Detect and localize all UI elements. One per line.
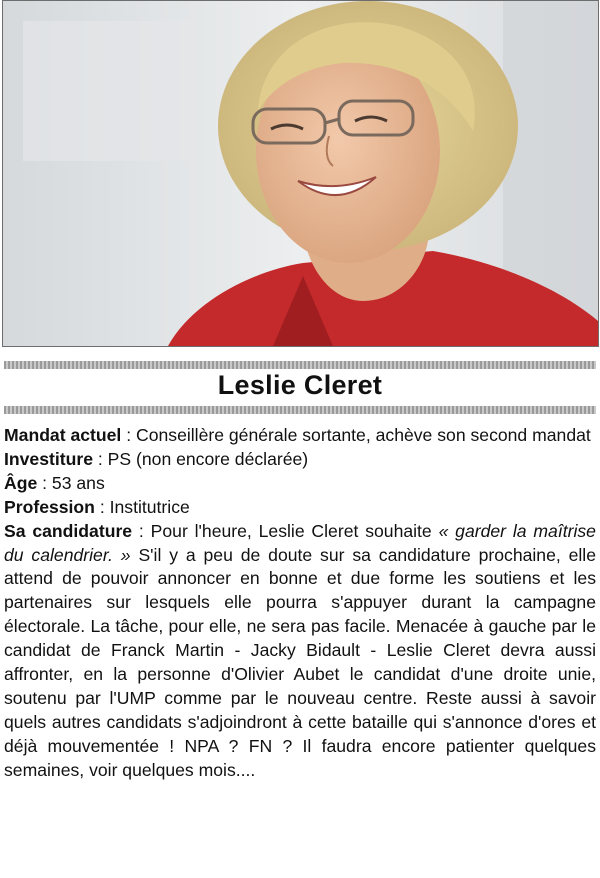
article-body [4,424,596,783]
portrait-illustration [3,1,598,346]
field-age [4,472,596,496]
field-separator: : [94,496,110,517]
candidature-quote: « garder la maîtrise du calendrier. » [4,520,596,565]
divider-band-bottom [4,406,596,414]
field-mandat [4,424,596,448]
divider-band-top [4,361,596,369]
field-value: Institutrice [109,496,190,517]
field-investiture [4,448,596,472]
field-value: PS (non encore déclarée) [107,448,309,469]
field-value: 53 ans [51,472,105,493]
field-separator: : [132,520,151,541]
field-separator: : [121,425,136,445]
field-label: Profession [4,496,95,517]
field-profession [4,496,596,520]
field-label: Mandat actuel [4,425,122,445]
field-label: Sa candidature [4,520,133,541]
field-separator: : [37,472,52,493]
candidature-intro: Pour l'heure, Leslie Cleret souhaite [150,520,439,541]
field-value: Conseillère générale sortante, achève son second mandat [136,425,591,445]
field-label: Investiture [4,448,93,469]
candidature-paragraph [4,520,596,783]
candidate-name: Leslie Cleret [217,370,383,400]
candidature-text: S'il y a peu de doute sur sa candidature prochaine, elle attend de pouvoir annoncer en bonne et due forme les soutiens et les partenaires sur lesquels elle pourra s'appuyer durant la campagne électorale. La tâche, pour elle, ne sera pas facile. Menacée à gauche par le candidat de Franck Martin - Jacky Bidault - Leslie Cleret devra aussi affronter, en la personne d'Olivier Aubet le candidat d'une droite unie, soutenu par l'UMP comme par le nouveau centre. Reste aussi à savoir quels autres candidats s'adjoindront à cette bataille qui s'annonce d'ores et déjà mouvementée ! NPA ? FN ? Il faudra encore patienter quelques semaines, voir quelques mois.... [4,544,597,780]
portrait-photo [2,0,599,347]
field-label: Âge [4,472,38,493]
field-separator: : [92,448,108,469]
